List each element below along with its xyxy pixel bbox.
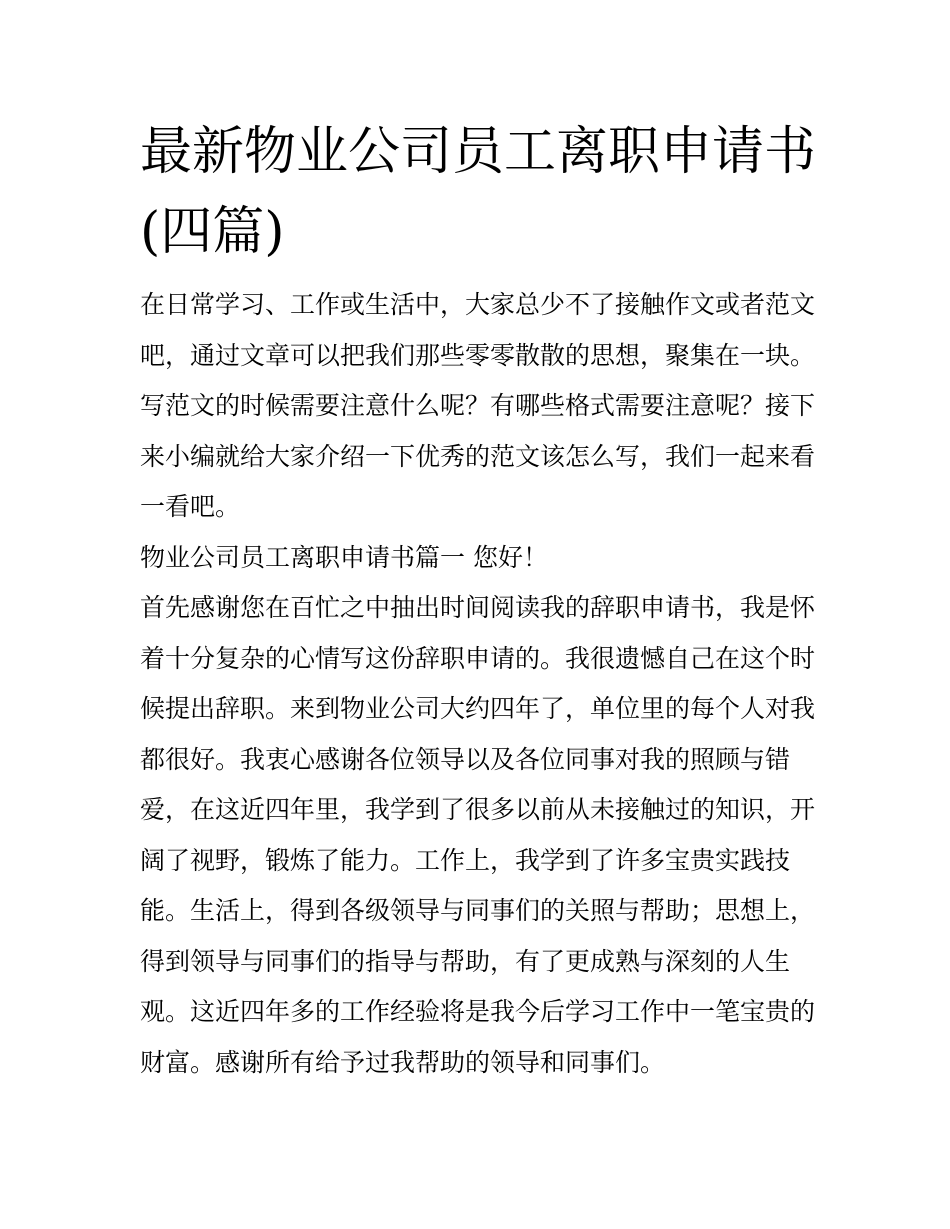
document-body (140, 280, 820, 1088)
document-title: 最新物业公司员工离职申请书(四篇) (140, 122, 817, 262)
intro-paragraph: 在日常学习、工作或生活中，大家总少不了接触作文或者范文吧，通过文章可以把我们那些零零散散的思想，聚集在一块。写范文的时候需要注意什么呢？有哪些格式需要注意呢？接下来小编就给大家介绍一下优秀的范文该怎么写，我们一起来看一看吧。 (140, 290, 816, 521)
letter-body-paragraph: 首先感谢您在百忙之中抽出时间阅读我的辞职申请书，我是怀着十分复杂的心情写这份辞职申请的。我很遗憾自己在这个时候提出辞职。来到物业公司大约四年了，单位里的每个人对我都很好。我衷心感谢各位领导以及各位同事对我的照顾与错爱，在这近四年里，我学到了很多以前从未接触过的知识，开阔了视野，锻炼了能力。工作上，我学到了许多宝贵实践技能。生活上，得到各级领导与同事们的关照与帮助；思想上，得到领导与同事们的指导与帮助，有了更成熟与深刻的人生观。这近四年多的工作经验将是我今后学习工作中一笔宝贵的财富。感谢所有给予过我帮助的领导和同事们。 (140, 593, 816, 1077)
section-heading-paragraph: 物业公司员工离职申请书篇一 您好！ (140, 542, 548, 572)
